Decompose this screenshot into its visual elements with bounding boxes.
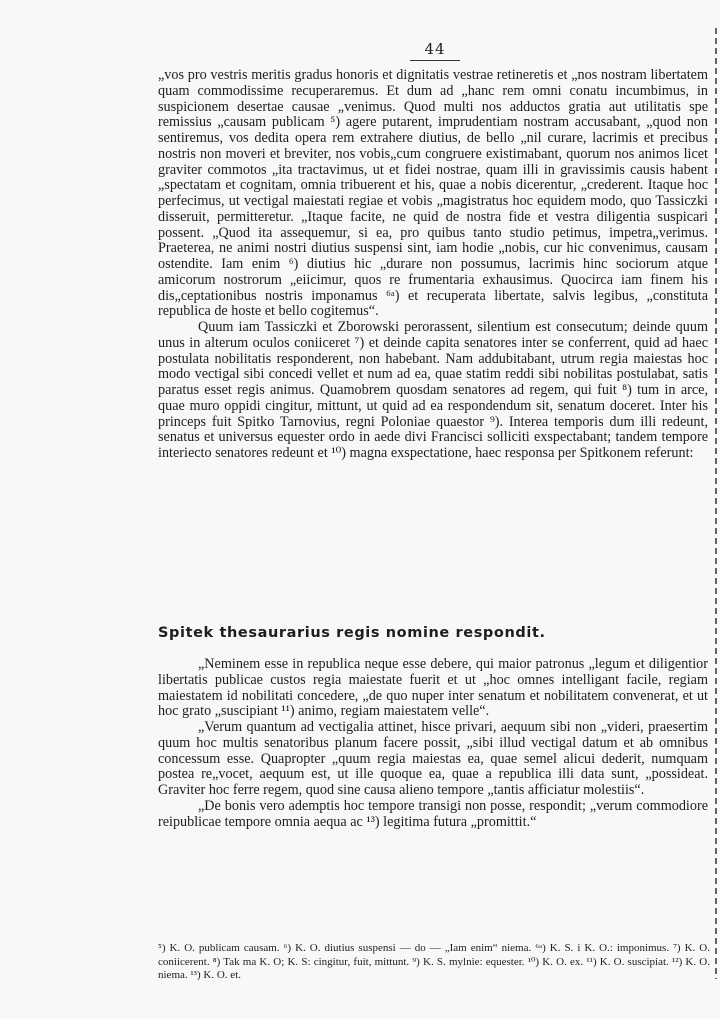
response-text <box>158 657 708 830</box>
paragraph-speech-continuation: „vos pro vestris meritis gradus honoris et dignitatis vestrae retineretis et „nos nostram libertatem quam commodissime recuperaremus. Et dum ad „hanc rem omni conatu incumbimus, in suspicionem desertae causae „venimus. Quod multi nos adductos gratia aut utilitatis spe remissius „causam publicam ⁵) agere putarent, imprudentiam nostram accusabant, „quod non sentiremus, vos dedita opera rem extrahere diutius, de bello „nil curare, lacrimis et precibus nostris non moveri et breviter, nos vobis„cum congruere existimabant, quorum nos animos licet graviter commotos „ita tractavimus, ut et fidei nostrae, quam illi in gravissimis causis habent „spectatam et cognitam, omnia tribuerent et his, quae a nobis dicerentur, „crederent. Itaque hoc perfecimus, ut vectigal maiestati regiae et vobis „magistratus hoc equidem modo, quo Tassiczki disseruit, permitteretur. „Itaque facite, ne quid de nostra fide et vestra diligentia suspicari possent. „Quod ita assequemur, si ea, pro quibus tanto studio petimus, impetra„verimus. Praeterea, ne animi nostri diutius suspensi sint, iam hodie „nobis, cur hic convenimus, causam ostendite. Iam enim ⁶) diutius hic „durare non possumus, lacrimis hinc sociorum atque amicorum nostrorum „eiicimur, quos re frumentaria exhausimus. Quocirca iam finem his dis„ceptationibus nostris imponamus ⁶ᵃ) et recuperata libertate, salvis legibus, „constituta republica de hoste et bello cogitemus“. <box>158 67 708 320</box>
speech-paragraph-1: „Neminem esse in republica neque esse debere, qui maior patronus „legum et diligentior libertatis publicae custos regia maiestate fuerit et ut „hoc omnes intelligant facile, regiam maiestatem id nobilitati concedere, „de quo nuper inter senatum et nobilitatem convenerat, et ut hoc grato „suscipiant ¹¹) animo, regiam maiestatem velle“. <box>158 656 708 720</box>
page-edge-rule <box>715 28 717 979</box>
footnotes: ⁵) K. O. publicam causam. ⁶) K. O. diutius suspensi — do — „Iam enim“ niema. ⁶ᵃ) K. S. i K. O.: imponimus. ⁷) K. O. coniicerent. ⁸) Tak ma K. O; K. S: cingitur, fuit, mittunt. ⁹) K. S. mylnie: equester. ¹⁰) K. O. ex. ¹¹) K. O. suscipiat. ¹²) K. O. niema. ¹³) K. O. et. <box>158 942 710 981</box>
speech-paragraph-2: „Verum quantum ad vectigalia attinet, hisce privari, aequum sibi non „videri, praesertim quum hoc multis senatoribus planum facere possit, „sibi illud vectigal datum et ab omnibus concessum esse. Quapropter „quum regia maiestas ea, quae semel alicui dederit, numquam postea re„vocet, aequum est, ut ille quoque ea, quae a republica illi data sunt, „possideat. Graviter hoc ferre regem, quod sine causa alieno tempore „tantis afficiatur molestiis“. <box>158 719 708 798</box>
page-number: 44 <box>410 40 460 61</box>
main-text <box>158 68 708 462</box>
section-heading: Spitek thesaurarius regis nomine respondit. <box>158 625 546 641</box>
paragraph-narrative: Quum iam Tassiczki et Zborowski perorassent, silentium est consecutum; deinde quum unus in alterum oculos coniiceret ⁷) et deinde capita senatores inter se conferrent, quid ad haec postulata nobilitatis responderent, non habebant. Nam addubitabant, utrum regia maiestas hoc modo vectigal sibi concedi vellet et num ad ea, quae statim reddi sibi nobilitas postulabat, satis paratus esset regis animus. Quamobrem quosdam senatores ad regem, qui fuit ⁸) tum in arce, quae muro oppidi cingitur, mittunt, ut quid ad ea respondendum sit, senatum doceret. Inter his princeps fuit Spitko Tarnovius, regni Poloniae quaestor ⁹). Interea temporis dum illi redeunt, senatus et universus equester ordo in aede divi Francisci solliciti exspectabant; tandem tempore interiecto senatores redeunt et ¹⁰) magna exspectatione, haec responsa per Spitkonem referunt: <box>158 319 708 461</box>
speech-paragraph-3: „De bonis vero ademptis hoc tempore transigi non posse, respondit; „verum commodiore reipublicae tempore omnia aequa ac ¹³) legitima futura „promittit.“ <box>158 797 708 830</box>
